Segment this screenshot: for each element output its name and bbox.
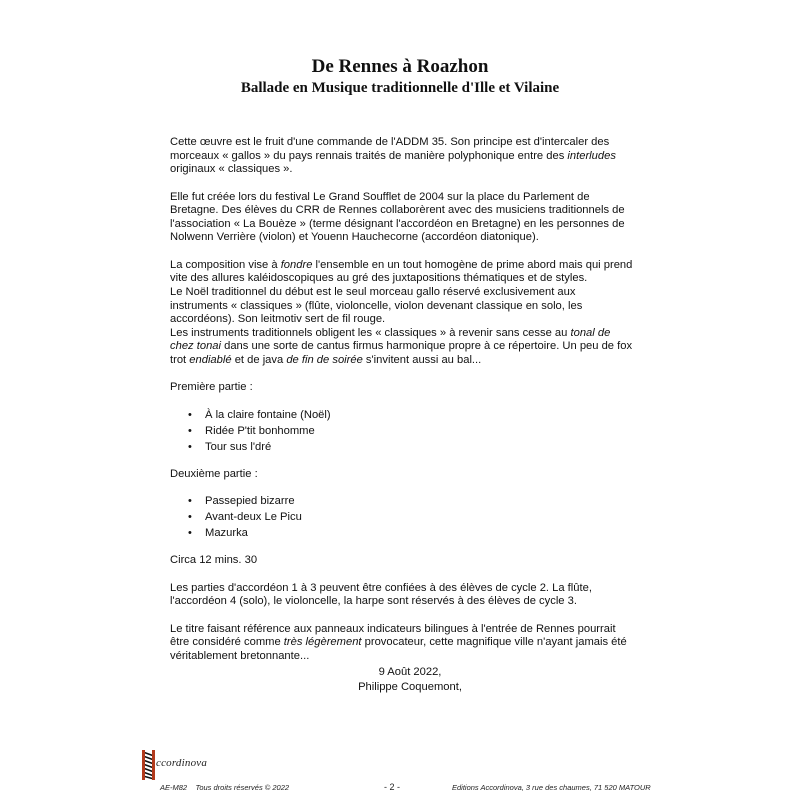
duration: Circa 12 mins. 30 — [170, 554, 258, 567]
footer-publisher: Editions Accordinova, 3 rue des chaumes, 71 520 MATOUR — [452, 783, 651, 792]
list-item: • Mazurka — [205, 525, 636, 541]
paragraph-intro: Cette œuvre est le fruit d'une commande de l'ADDM 35. Son principe est d'intercaler des morceaux « gallos » du pays rennais traités de manière polyphonique entre des interludes originaux « classiques ». — [170, 136, 616, 176]
logo-wordmark: ccordinova — [156, 757, 208, 769]
footer-rights: Tous droits réservés © 2022 — [195, 783, 290, 792]
signature — [0, 665, 800, 695]
list-item: • Tour sus l'dré — [205, 439, 636, 455]
footer-ref: AE-M82 — [160, 783, 188, 792]
list-item: • Passepied bizarre — [205, 493, 636, 509]
paragraph-noel: Le Noël traditionnel du début est le seul morceau gallo réservé exclusivement aux instruments « classiques » (flûte, violoncelle, violon devenant classique en solo, les accordéons). Son leitmotiv sert de fil rouge. — [170, 285, 583, 326]
document-subtitle: Ballade en Musique traditionnelle d'Ille et Vilaine — [240, 80, 560, 96]
part2-label: Deuxième partie : — [170, 467, 258, 480]
signature-date: 9 Août 2022, — [378, 666, 442, 678]
list-item: • À la claire fontaine (Noël) — [205, 407, 636, 423]
list-item: • Ridée P'tit bonhomme — [205, 423, 636, 439]
part2-list — [170, 493, 636, 541]
list-item: • Avant-deux Le Picu — [205, 509, 636, 525]
paragraph-creation: Elle fut créée lors du festival Le Grand Soufflet de 2004 sur la place du Parlement de Bretagne. Des élèves du CRR de Rennes collaborèrent avec des musiciens traditionnels de l'association « La Bouèze » (terme désignant l'accordéon en Bretagne) en les personnes de Nolwenn Verrière (violon) et Youenn Hauchecorne (accordéon diatonique). — [170, 190, 625, 244]
footer-left — [160, 783, 289, 792]
paragraph-composition: La composition vise à fondre l'ensemble en un tout homogène de prime abord mais qui prend vite des allures kaléidoscopiques au gré des juxtapositions thématiques et de styles. — [170, 258, 633, 285]
page-number: - 2 - — [384, 782, 401, 792]
part1-list — [170, 407, 636, 455]
paragraph-title-note: Le titre faisant référence aux panneaux indicateurs bilingues à l'entrée de Rennes pourrait être considéré comme très légèrement provocateur, cette magnifique ville n'ayant jamais été véritablement bretonnante... — [170, 622, 627, 663]
signature-author: Philippe Coquemont, — [358, 681, 462, 693]
document-title: De Rennes à Roazhon — [311, 56, 489, 77]
paragraph-instruments: Les instruments traditionnels obligent les « classiques » à revenir sans cesse au tonal de chez tonai dans une sorte de cantus firmus harmonique propre à ce répertoire. Un peu de fox trot endiablé et de java de fin de soirée s'invitent aussi au bal... — [170, 326, 633, 366]
document-body — [170, 136, 636, 677]
publisher-logo — [142, 748, 212, 782]
accordion-icon — [142, 750, 155, 780]
paragraph-levels: Les parties d'accordéon 1 à 3 peuvent être confiées à des élèves de cycle 2. La flûte, l'accordéon 4 (solo), le violoncelle, la harpe sont réservés à des élèves de cycle 3. — [170, 581, 592, 608]
part1-label: Première partie : — [170, 381, 253, 394]
